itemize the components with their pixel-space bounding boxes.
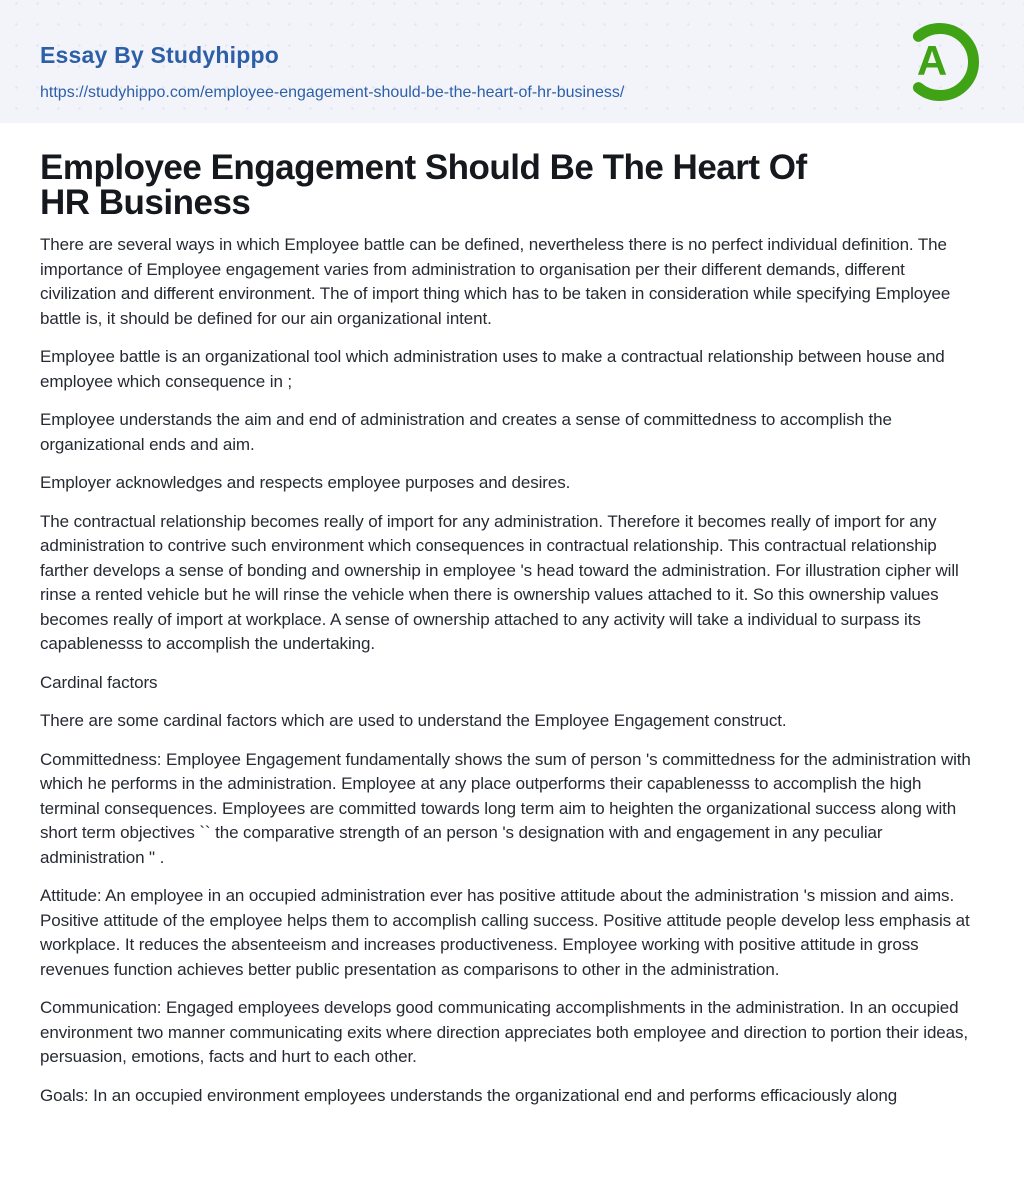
essay-title-line2: HR Business (40, 183, 251, 222)
essay-paragraph: Employee understands the aim and end of administration and creates a sense of committedness to accomplish the organizational ends and aim. (40, 410, 892, 454)
essay-paragraph: Committedness: Employee Engagement fundamentally shows the sum of person 's committedness for the administration with which he performs in the administration. Employee at any place outperforms their capablenesss to accomplish the high terminal consequences. Employees are committed towards long term aim to heighten the organizational success along with short term objectives `` the comparative strength of an person 's designation with and engagement in any peculiar administration " . (40, 749, 971, 867)
essay-paragraph: There are some cardinal factors which are used to understand the Employee Engagement construct. (40, 711, 787, 730)
site-title: Essay By Studyhippo (40, 42, 279, 68)
essay-url-link[interactable]: https://studyhippo.com/employee-engagement-should-be-the-heart-of-hr-business/ (40, 84, 625, 101)
essay-content (0, 150, 1024, 1108)
essay-paragraph: There are several ways in which Employee battle can be defined, nevertheless there is no perfect individual definition. The importance of Employee engagement varies from administration to organisation per their different demands, different civilization and different environment. The of import thing which has to be taken in consideration while specifying Employee battle is, it should be defined for our ain organizational intent. (40, 235, 951, 328)
essay-paragraph: The contractual relationship becomes really of import for any administration. Therefore it becomes really of import for any administration to contrive such environment which consequences in contractual relationship. This contractual relationship farther develops a sense of bonding and ownership in employee 's head toward the administration. For illustration cipher will rinse a rented vehicle but he will rinse the vehicle when there is ownership values attached to it. So this ownership values becomes really of import at workplace. A sense of ownership attached to any activity will take a individual to surpass its capablenesss to accomplish the undertaking. (40, 511, 959, 653)
essay-paragraph: Communication: Engaged employees develops good communicating accomplishments in the administration. In an occupied environment two manner communicating exits where direction appreciates both employee and direction to portion their ideas, persuasion, emotions, facts and hurt to each other. (40, 998, 969, 1066)
essay-title-line1: Employee Engagement Should Be The Heart Of (40, 148, 807, 187)
logo-letter: A (916, 37, 948, 84)
essay-paragraph: Attitude: An employee in an occupied administration ever has positive attitude about the administration 's mission and aims. Positive attitude of the employee helps them to accomplish calling success. Positive attitude people develop less emphasis at workplace. It reduces the absenteeism and increases productiveness. Employee working with positive attitude in gross revenues function achieves better public presentation as comparisons to other in the administration. (40, 886, 970, 979)
essay-paragraph: Employer acknowledges and respects employee purposes and desires. (40, 473, 571, 492)
essay-paragraph: Employee battle is an organizational tool which administration uses to make a contractual relationship between house and employee which consequence in ; (40, 347, 945, 391)
studyhippo-logo (895, 17, 985, 107)
essay-subheading: Cardinal factors (40, 672, 158, 692)
header (0, 0, 1024, 123)
essay-title (40, 150, 984, 220)
essay-paragraph: Goals: In an occupied environment employees understands the organizational end and performs efficaciously along (40, 1085, 898, 1105)
